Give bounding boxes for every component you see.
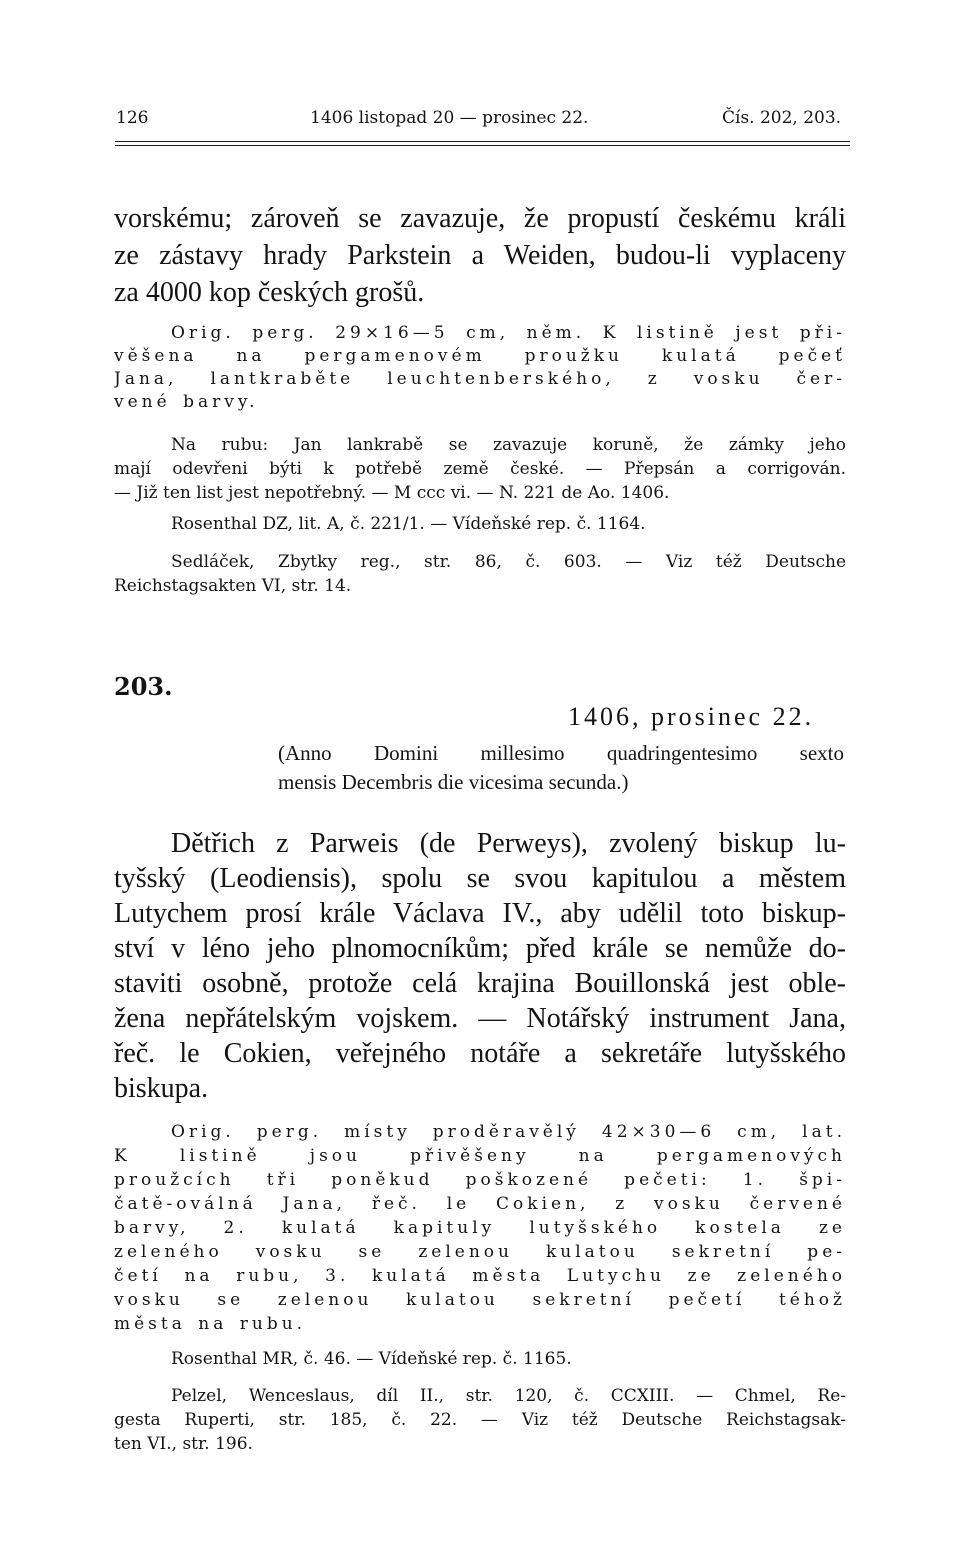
orig-line: Jana, lantkraběte leuchtenberského, z vosku čer- bbox=[114, 369, 846, 389]
orig-line: K listině jsou přivěšeny na pergamenových bbox=[114, 1146, 846, 1166]
orig-line: Orig. perg. 29×16—5 cm, něm. K listině jest při- bbox=[171, 323, 846, 343]
regest-line: ství v léno jeho plnomocníkům; před krále se nemůže do- bbox=[114, 933, 846, 964]
reference-line: ten VI., str. 196. bbox=[114, 1434, 253, 1454]
doc203-number: 203. bbox=[114, 672, 173, 701]
doc202-orig bbox=[114, 322, 846, 414]
regest-line: řeč. le Cokien, veřejného notáře a sekretáře lutyšského bbox=[114, 1038, 846, 1069]
doc202-sedlacek bbox=[114, 550, 846, 598]
regest-line: tyšský (Leodiensis), spolu se svou kapitulou a městem bbox=[114, 863, 846, 894]
orig-line: vené barvy. bbox=[114, 392, 259, 412]
regest-line: Lutychem prosí krále Václava IV., aby udělil toto biskup- bbox=[114, 898, 846, 929]
latin-date-line: mensis Decembris die vicesima secunda.) bbox=[278, 770, 629, 794]
header-doc-numbers: Čís. 202, 203. bbox=[722, 108, 842, 128]
regest-line: staviti osobně, protože celá krajina Bouillonská jest oble- bbox=[114, 968, 846, 999]
doc203-rosenthal: Rosenthal MR, č. 46. — Vídeňské rep. č. 1165. bbox=[171, 1349, 572, 1369]
doc203-latin-date bbox=[278, 739, 844, 797]
orig-line: čatě-oválná Jana, řeč. le Cokien, z vosku červené bbox=[114, 1194, 846, 1214]
regest-line: biskupa. bbox=[114, 1073, 209, 1104]
orig-line: zeleného vosku se zelenou kulatou sekretní pe- bbox=[114, 1242, 846, 1262]
text-line: vorskému; zároveň se zavazuje, že propustí českému králi bbox=[114, 203, 846, 234]
doc203-orig bbox=[114, 1120, 846, 1336]
page-number: 126 bbox=[116, 108, 149, 128]
doc202-text bbox=[114, 200, 846, 311]
orig-line: Orig. perg. místy proděravělý 42×30—6 cm, lat. bbox=[171, 1122, 846, 1142]
rubric-line: mají odevřeni býti k potřebě země české. — Přepsán a corrigován. bbox=[114, 459, 846, 479]
orig-line: věšena na pergamenovém proužku kulatá pečeť bbox=[114, 346, 846, 366]
header-rule-bottom bbox=[115, 145, 850, 146]
header-date-range: 1406 listopad 20 — prosinec 22. bbox=[310, 108, 589, 128]
orig-line: proužcích tři poněkud poškozené pečeti: 1. špi- bbox=[114, 1170, 846, 1190]
reference-line: gesta Ruperti, str. 185, č. 22. — Viz též Deutsche Reichstagsak- bbox=[114, 1410, 846, 1430]
reference-line: Sedláček, Zbytky reg., str. 86, č. 603. — Viz též Deutsche bbox=[171, 552, 846, 572]
rubric-line: — Již ten list jest nepotřebný. — M ccc vi. — N. 221 de Ao. 1406. bbox=[114, 483, 670, 503]
rubric-line: Na rubu: Jan lankrabě se zavazuje koruně, že zámky jeho bbox=[171, 435, 846, 455]
doc203-date: 1406, prosinec 22. bbox=[568, 702, 815, 731]
doc203-regest bbox=[114, 826, 846, 1106]
orig-line: četí na rubu, 3. kulatá města Lutychu ze zeleného bbox=[114, 1266, 846, 1286]
doc202-rubric bbox=[114, 433, 846, 505]
doc203-pelzel bbox=[114, 1384, 846, 1456]
regest-line: Dětřich z Parweis (de Perweys), zvolený biskup lu- bbox=[171, 828, 846, 859]
text-line: za 4000 kop českých grošů. bbox=[114, 277, 425, 308]
orig-line: barvy, 2. kulatá kapituly lutyšského kostela ze bbox=[114, 1218, 846, 1238]
reference-line: Reichstagsakten VI, str. 14. bbox=[114, 576, 352, 596]
reference-line: Pelzel, Wenceslaus, díl II., str. 120, č. CCXIII. — Chmel, Re- bbox=[171, 1386, 846, 1406]
orig-line: města na rubu. bbox=[114, 1314, 307, 1334]
orig-line: vosku se zelenou kulatou sekretní pečetí téhož bbox=[114, 1290, 846, 1310]
regest-line: žena nepřátelským vojskem. — Notářský instrument Jana, bbox=[114, 1003, 846, 1034]
header-rule-top bbox=[115, 141, 850, 142]
doc202-rosenthal: Rosenthal DZ, lit. A, č. 221/1. — Vídeňské rep. č. 1164. bbox=[171, 514, 646, 534]
text-line: ze zástavy hrady Parkstein a Weiden, budou-li vyplaceny bbox=[114, 240, 846, 271]
latin-date-line: (Anno Domini millesimo quadringentesimo sexto bbox=[278, 741, 844, 765]
